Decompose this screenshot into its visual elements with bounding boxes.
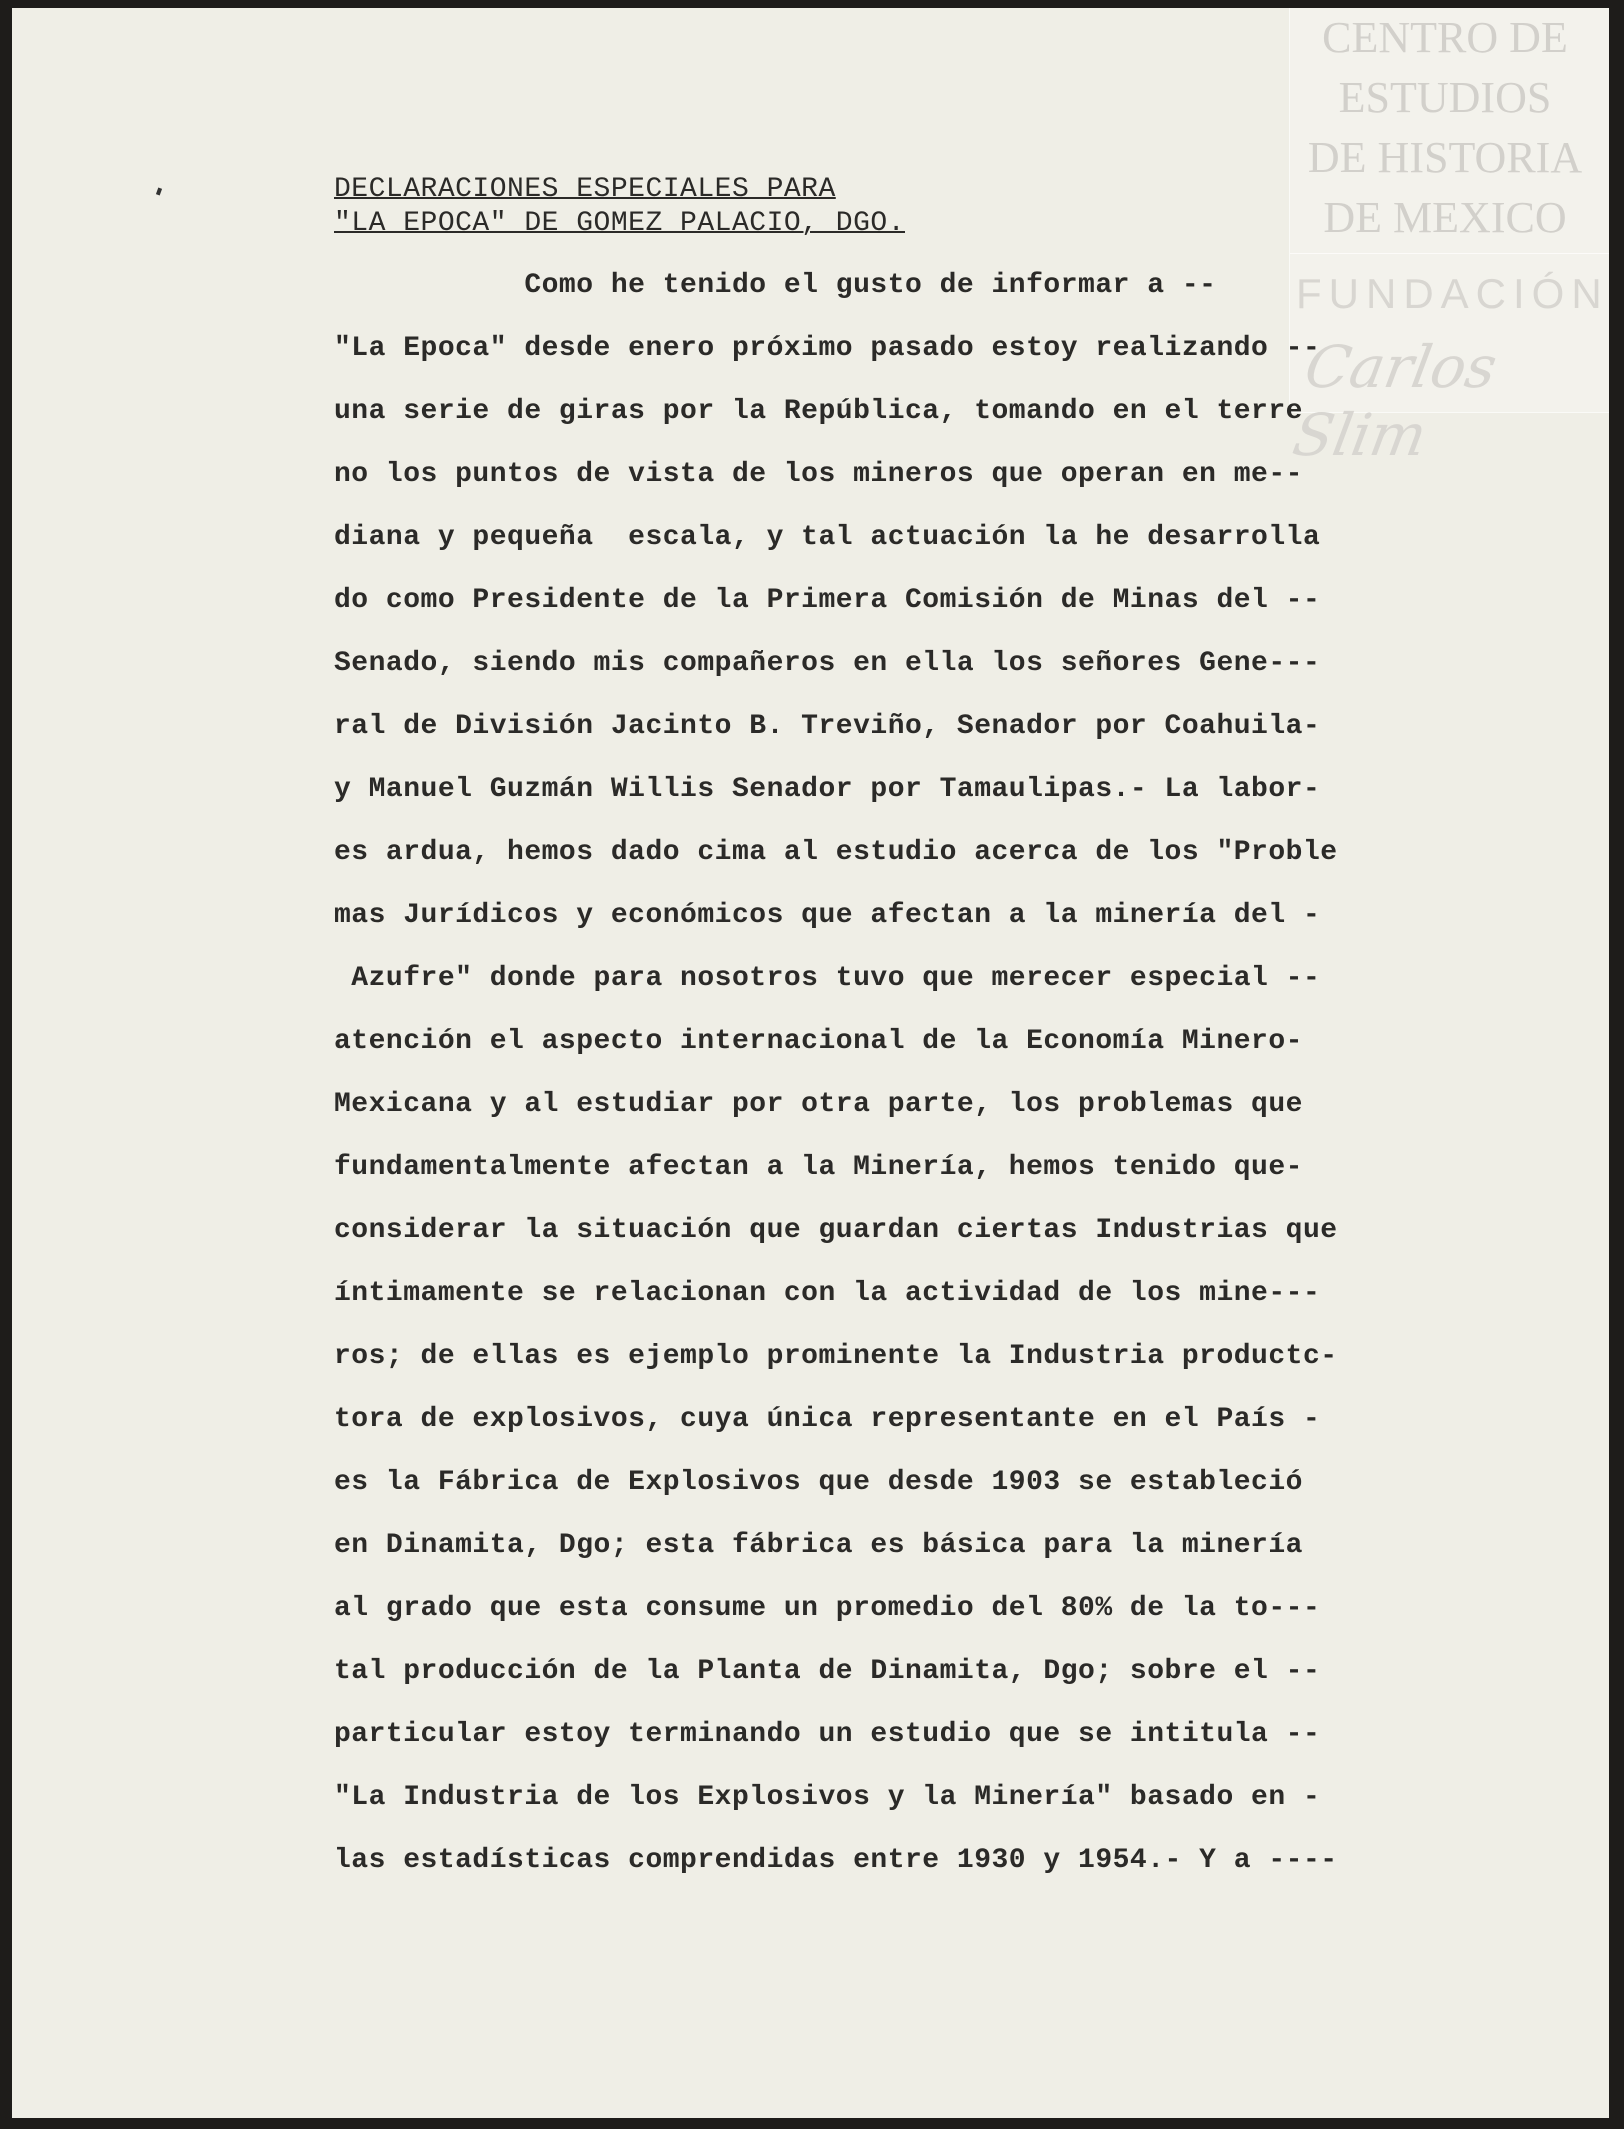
body-line: Mexicana y al estudiar por otra parte, los problemas que — [334, 1089, 1303, 1120]
watermark-line: DE MEXICO — [1323, 193, 1567, 242]
body-line: Senado, siendo mis compañeros en ella los señores Gene--- — [334, 648, 1321, 679]
watermark-line: CENTRO DE — [1322, 13, 1568, 62]
watermark-divider — [1290, 253, 1609, 254]
body-line: do como Presidente de la Primera Comisión de Minas del -- — [334, 585, 1321, 616]
body-line: Azufre" donde para nosotros tuvo que merecer especial -- — [334, 963, 1321, 994]
watermark-fundacion: FUNDACIÓN — [1296, 270, 1609, 317]
archive-watermark — [1288, 8, 1609, 469]
body-line: tora de explosivos, cuya única representante en el País - — [334, 1404, 1321, 1435]
body-line: ral de División Jacinto B. Treviño, Senador por Coahuila- — [334, 711, 1321, 742]
document-page — [12, 8, 1609, 2118]
body-line: y Manuel Guzmán Willis Senador por Tamaulipas.- La labor- — [334, 774, 1321, 805]
body-line: no los puntos de vista de los mineros que operan en me-- — [334, 459, 1303, 490]
body-line: las estadísticas comprendidas entre 1930 y 1954.- Y a ---- — [334, 1845, 1338, 1876]
body-line: fundamentalmente afectan a la Minería, hemos tenido que- — [334, 1152, 1303, 1183]
body-line: atención el aspecto internacional de la Economía Minero- — [334, 1026, 1303, 1057]
watermark-signature: Carlos Slim — [1288, 333, 1502, 469]
body-line: considerar la situación que guardan ciertas Industrias que — [334, 1215, 1338, 1246]
heading-line: DECLARACIONES ESPECIALES PARA — [334, 174, 836, 205]
body-line: una serie de giras por la República, tomando en el terre — [334, 396, 1303, 427]
ink-mark — [156, 188, 162, 196]
body-line: es ardua, hemos dado cima al estudio acerca de los "Proble — [334, 837, 1338, 868]
body-line: diana y pequeña escala, y tal actuación la he desarrolla — [334, 522, 1321, 553]
watermark-line: ESTUDIOS — [1338, 73, 1552, 122]
body-line: Como he tenido el gusto de informar a -- — [334, 270, 1217, 301]
body-line: tal producción de la Planta de Dinamita, Dgo; sobre el -- — [334, 1656, 1321, 1687]
body-line: "La Epoca" desde enero próximo pasado estoy realizando -- — [334, 333, 1321, 364]
body-line: particular estoy terminando un estudio que se intitula -- — [334, 1719, 1321, 1750]
body-line: es la Fábrica de Explosivos que desde 1903 se estableció — [334, 1467, 1303, 1498]
body-line: ros; de ellas es ejemplo prominente la Industria productc- — [334, 1341, 1338, 1372]
body-line: "La Industria de los Explosivos y la Minería" basado en - — [334, 1782, 1321, 1813]
body-line: íntimamente se relacionan con la actividad de los mine--- — [334, 1278, 1321, 1309]
body-line: al grado que esta consume un promedio del 80% de la to--- — [334, 1593, 1321, 1624]
body-line: mas Jurídicos y económicos que afectan a la minería del - — [334, 900, 1321, 931]
body-line: en Dinamita, Dgo; esta fábrica es básica para la minería — [334, 1530, 1303, 1561]
heading-line: "LA EPOCA" DE GOMEZ PALACIO, DGO. — [334, 208, 905, 239]
watermark-line: DE HISTORIA — [1307, 133, 1583, 182]
